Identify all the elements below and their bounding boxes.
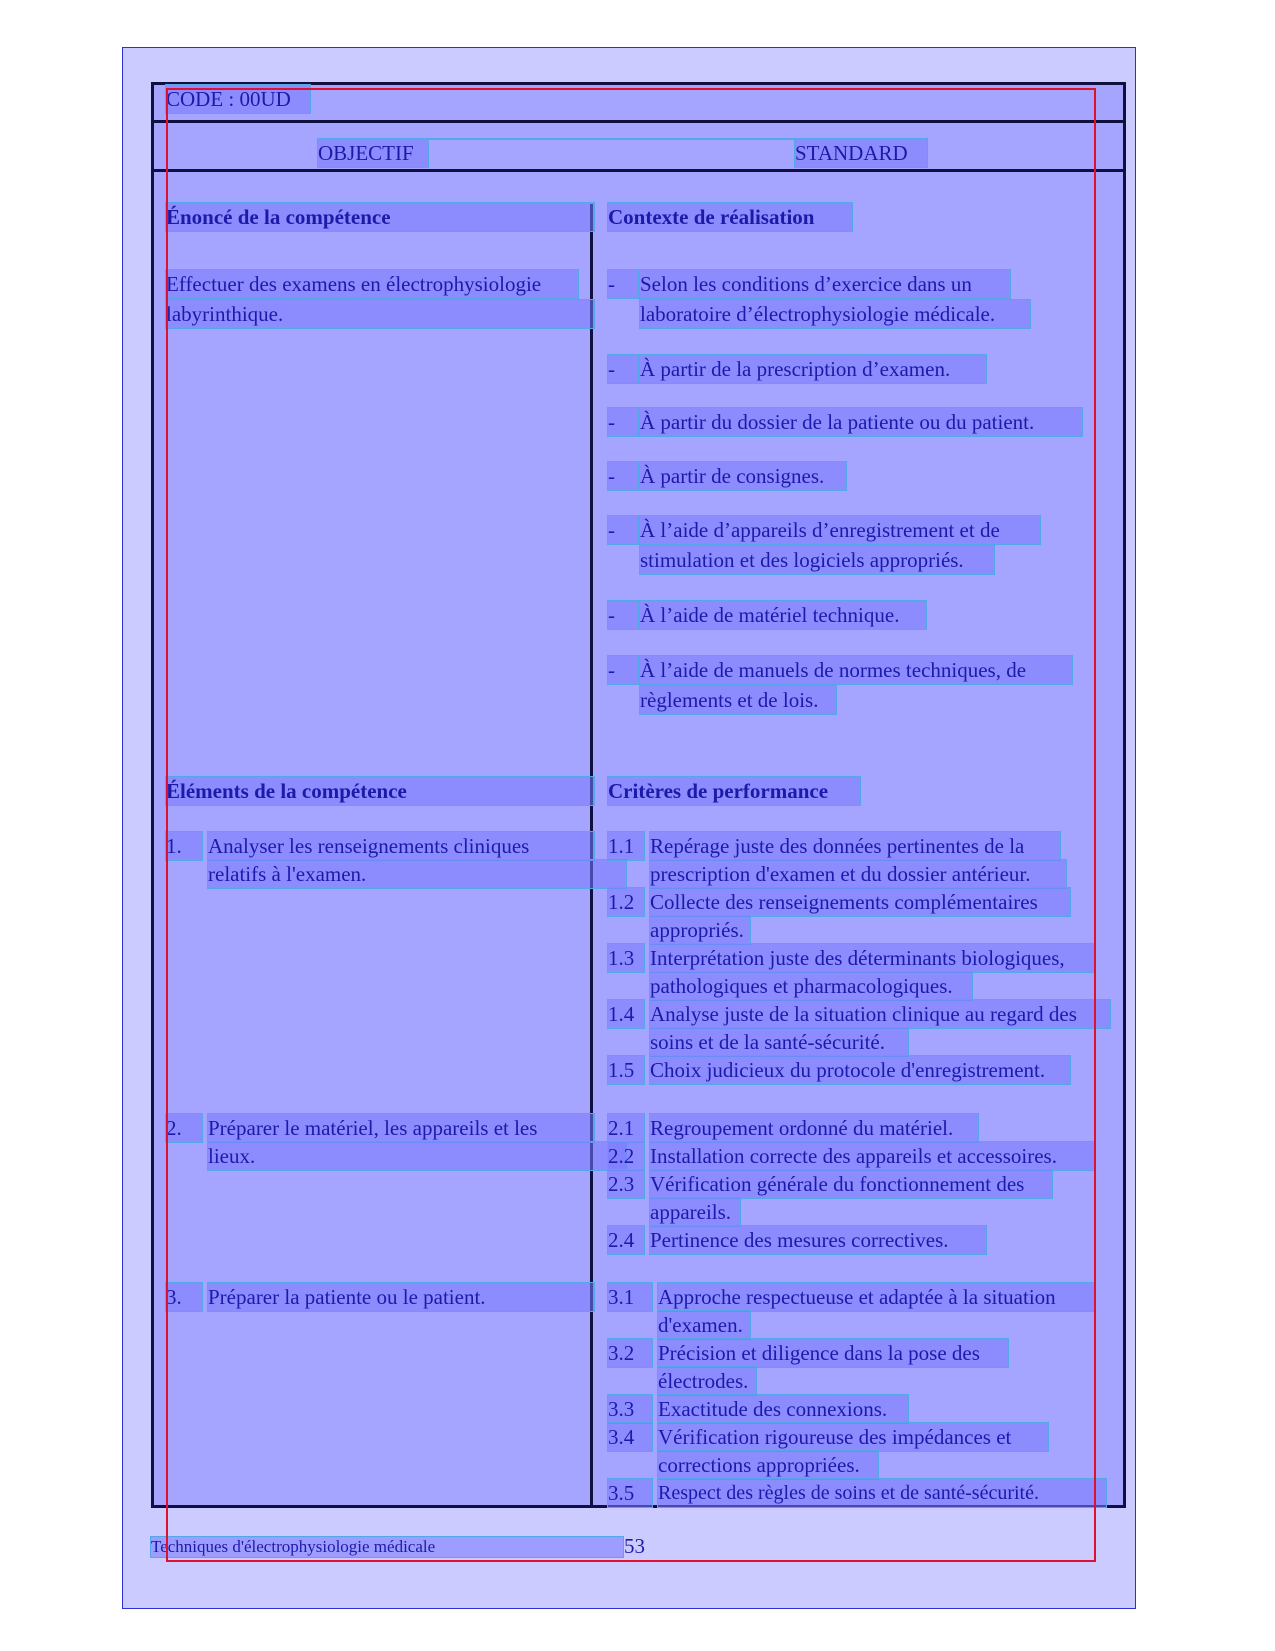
contexte-bullet: -	[608, 462, 638, 490]
contexte-item-5-line-1: À l’aide d’appareils d’enregistrement et de	[640, 516, 1040, 544]
enonce-line-1: Effectuer des examens en électrophysiologie	[166, 270, 578, 298]
contexte-item-7-line-1: À l’aide de manuels de normes techniques, de	[640, 656, 1072, 684]
contexte-item-7-line-2: règlements et de lois.	[640, 686, 836, 714]
contexte-bullet: -	[608, 656, 638, 684]
contexte-item-2-line-1: À partir de la prescription d’examen.	[640, 355, 986, 383]
critere-1-2-line-1: Collecte des renseignements complémentaires	[650, 888, 1070, 916]
critere-2-2-number: 2.2	[608, 1142, 644, 1170]
critere-2-3-line-1: Vérification générale du fonctionnement des	[650, 1170, 1052, 1198]
element-2-line-2: lieux.	[208, 1142, 626, 1170]
contexte-item-5-line-2: stimulation et des logiciels appropriés.	[640, 546, 994, 574]
critere-3-2-number: 3.2	[608, 1339, 652, 1367]
critere-3-1-line-2: d'examen.	[658, 1311, 750, 1339]
contexte-bullet: -	[608, 601, 638, 629]
element-1-number: 1.	[166, 832, 202, 860]
critere-2-2-line-1: Installation correcte des appareils et accessoires.	[650, 1142, 1094, 1170]
critere-3-2-line-1: Précision et diligence dans la pose des	[658, 1339, 1008, 1367]
critere-1-5-line-1: Choix judicieux du protocole d'enregistrement.	[650, 1056, 1070, 1084]
critere-3-5-number: 3.5	[608, 1479, 652, 1507]
critere-3-4-line-2: corrections appropriées.	[658, 1451, 878, 1479]
footer-title: Techniques d'électrophysiologie médicale	[151, 1537, 623, 1557]
critere-1-1-line-2: prescription d'examen et du dossier antérieur.	[650, 860, 1066, 888]
enonce-line-2: labyrinthique.	[166, 300, 594, 328]
element-1-line-1: Analyser les renseignements cliniques	[208, 832, 594, 860]
critere-2-4-line-1: Pertinence des mesures correctives.	[650, 1226, 986, 1254]
contexte-heading: Contexte de réalisation	[608, 203, 852, 231]
contexte-bullet: -	[608, 516, 638, 544]
critere-2-1-number: 2.1	[608, 1114, 644, 1142]
contexte-item-6-line-1: À l’aide de matériel technique.	[640, 601, 926, 629]
element-3-number: 3.	[166, 1283, 202, 1311]
element-2-number: 2.	[166, 1114, 202, 1142]
contexte-item-3-line-1: À partir du dossier de la patiente ou du patient.	[640, 408, 1082, 436]
element-1-line-2: relatifs à l'examen.	[208, 860, 626, 888]
critere-3-4-line-1: Vérification rigoureuse des impédances et	[658, 1423, 1048, 1451]
critere-3-1-number: 3.1	[608, 1283, 652, 1311]
header-divider	[154, 120, 1123, 123]
criteres-heading: Critères de performance	[608, 777, 860, 805]
contexte-bullet: -	[608, 355, 638, 383]
critere-3-3-line-1: Exactitude des connexions.	[658, 1395, 908, 1423]
critere-2-3-line-2: appareils.	[650, 1198, 740, 1226]
critere-1-2-line-2: appropriés.	[650, 916, 750, 944]
critere-3-1-line-1: Approche respectueuse et adaptée à la situation	[658, 1283, 1094, 1311]
objectif-column-header: OBJECTIF	[318, 139, 428, 167]
contexte-item-1-line-2: laboratoire d’électrophysiologie médicale.	[640, 300, 1030, 328]
critere-1-1-number: 1.1	[608, 832, 644, 860]
element-2-line-1: Préparer le matériel, les appareils et les	[208, 1114, 594, 1142]
element-3-line-1: Préparer la patiente ou le patient.	[208, 1283, 594, 1311]
critere-3-3-number: 3.3	[608, 1395, 652, 1423]
critere-3-2-line-2: électrodes.	[658, 1367, 756, 1395]
critere-1-4-number: 1.4	[608, 1000, 644, 1028]
critere-1-3-line-1: Interprétation juste des déterminants biologiques,	[650, 944, 1094, 972]
critere-1-3-number: 1.3	[608, 944, 644, 972]
critere-1-2-number: 1.2	[608, 888, 644, 916]
critere-3-5-line-1: Respect des règles de soins et de santé-sécurité.	[658, 1479, 1106, 1507]
page-number: 53	[624, 1534, 645, 1558]
contexte-item-1-line-1: Selon les conditions d’exercice dans un	[640, 270, 1010, 298]
standard-column-header: STANDARD	[795, 139, 927, 167]
code-label: CODE : 00UD	[166, 85, 310, 113]
critere-1-1-line-1: Repérage juste des données pertinentes de la	[650, 832, 1060, 860]
contexte-item-4-line-1: À partir de consignes.	[640, 462, 846, 490]
critere-2-3-number: 2.3	[608, 1170, 644, 1198]
contexte-bullet: -	[608, 270, 638, 298]
contexte-bullet: -	[608, 408, 638, 436]
critere-1-4-line-1: Analyse juste de la situation clinique au regard des	[650, 1000, 1110, 1028]
critere-3-4-number: 3.4	[608, 1423, 652, 1451]
critere-1-5-number: 1.5	[608, 1056, 644, 1084]
elements-heading: Éléments de la compétence	[166, 777, 594, 805]
critere-1-3-line-2: pathologiques et pharmacologiques.	[650, 972, 972, 1000]
enonce-heading: Énoncé de la compétence	[166, 203, 594, 231]
column-header-divider	[154, 169, 1123, 172]
critere-2-1-line-1: Regroupement ordonné du matériel.	[650, 1114, 978, 1142]
critere-2-4-number: 2.4	[608, 1226, 644, 1254]
critere-1-4-line-2: soins et de la santé-sécurité.	[650, 1028, 908, 1056]
